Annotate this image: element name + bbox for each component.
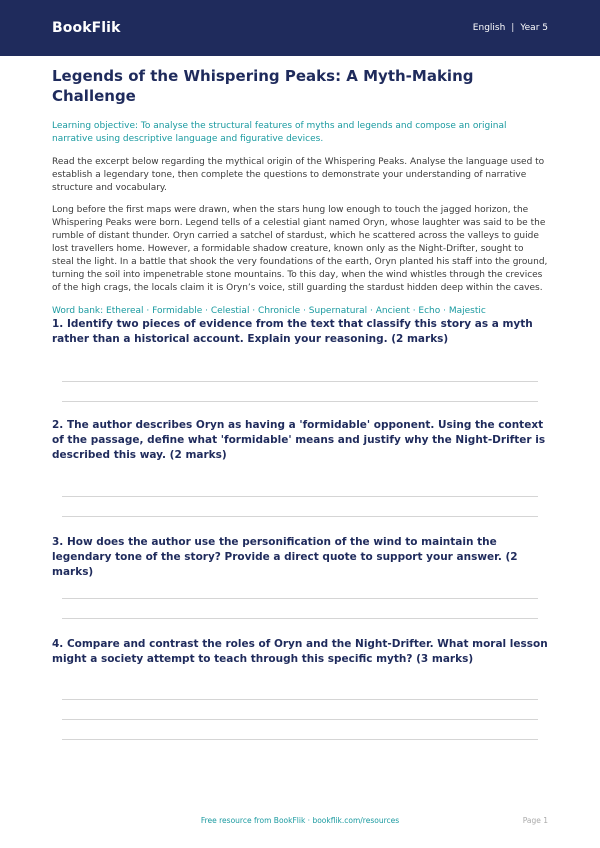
answer-line[interactable] [62,401,538,402]
page-title: Legends of the Whispering Peaks: A Myth-Making Challenge [52,67,474,105]
word-bank: Word bank: Ethereal · Formidable · Celestial · Chronicle · Supernatural · Ancient · Echo · Majestic [52,306,486,316]
subject-label: English [472,23,506,33]
answer-line[interactable] [62,598,538,599]
question-text: 1. Identify two pieces of evidence from the text that classify this story as a myth rather than a historical account. Explain your reasoning. (2 marks) [52,318,533,345]
header-bar [0,0,600,56]
question-text: 3. How does the author use the personification of the wind to maintain the legendary tone of the story? Provide a direct quote to support your answer. (2 marks) [52,536,518,578]
question-4 [52,637,548,747]
subject-year [473,23,548,33]
worksheet-body [52,64,548,318]
answer-line[interactable] [62,381,538,382]
question-1 [52,317,548,407]
footer-link[interactable]: Free resource from BookFlik · bookflik.com/resources [200,816,400,825]
question-text: 4. Compare and contrast the roles of Oryn and the Night-Drifter. What moral lesson might a society attempt to teach through this specific myth? (3 marks) [52,638,548,665]
answer-line[interactable] [62,516,538,517]
reading-passage: Long before the first maps were drawn, when the stars hung low enough to touch the jagged horizon, the Whispering Peaks were born. Legend tells of a celestial giant named Oryn, whose laughter was said to be the rumble of distant thunder. Oryn carried a satchel of stardust, which he scattered across the valleys to guide lost travellers home. However, a formidable shadow creature, known only as the Night-Drifter, sought to steal the light. In a battle that shook the very foundations of the earth, Oryn planted his staff into the ground, turning the soil into impenetrable stone mountains. To this day, when the wind whistles through the crevices of the high crags, the locals claim it is Oryn’s voice, still guarding the stardust hidden deep within the caves. [52,205,548,293]
year-label: Year 5 [520,23,548,33]
question-3 [52,535,548,620]
answer-line[interactable] [62,496,538,497]
answer-line[interactable] [62,618,538,619]
page-footer [0,816,600,830]
question-2 [52,418,548,518]
page-number: Page 1 [522,816,548,825]
brand-logo[interactable]: BookFlik [52,20,121,36]
instructions: Read the excerpt below regarding the mythical origin of the Whispering Peaks. Analyse the language used to establish a legendary tone, then complete the questions to demonstrate your understanding of narrative structure and vocabulary. [52,157,545,193]
learning-objective: Learning objective: To analyse the structural features of myths and legends and compose an original narrative using descriptive language and figurative devices. [52,121,507,144]
answer-line[interactable] [62,699,538,700]
question-text: 2. The author describes Oryn as having a 'formidable' opponent. Using the context of the passage, define what 'formidable' means and justify why the Night-Drifter is described this way. (2 marks) [52,419,546,461]
answer-line[interactable] [62,719,538,720]
answer-line[interactable] [62,739,538,740]
meta-separator: | [511,23,515,33]
